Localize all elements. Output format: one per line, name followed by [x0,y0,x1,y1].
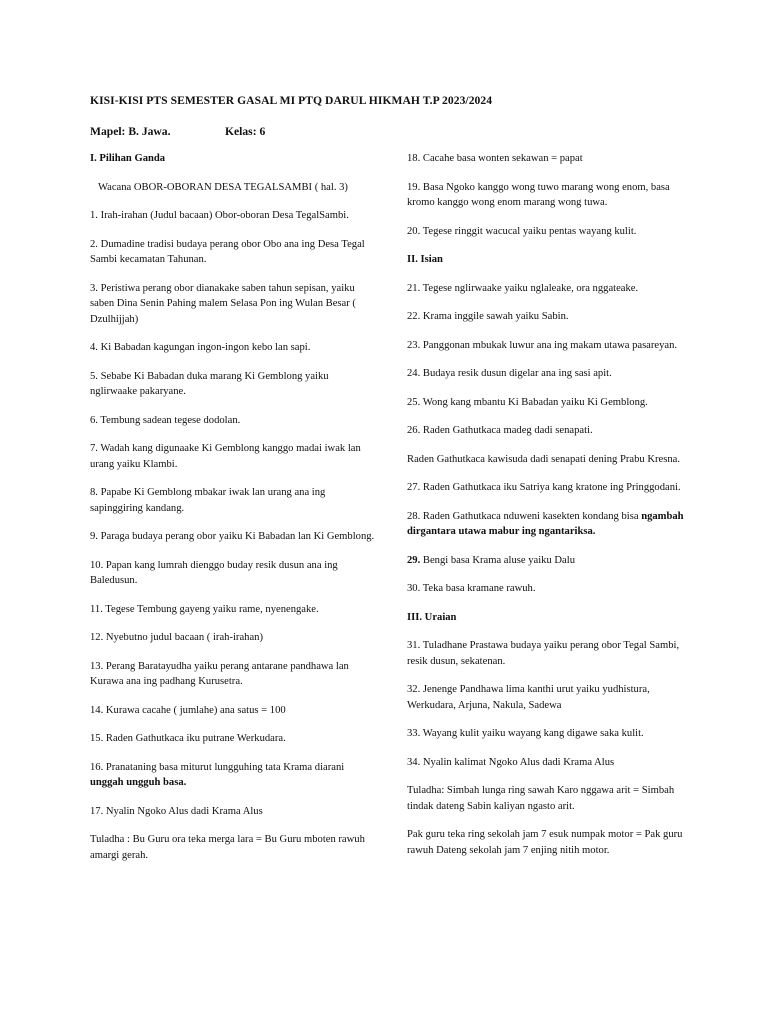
question-29-number: 29. [407,554,421,566]
right-column [407,151,697,871]
subject-line [90,124,266,140]
question-item: 26. Raden Gathutkaca madeg dadi senapati. [407,425,593,436]
question-item: 23. Panggonan mbukak luwur ana ing makam utawa pasareyan. [407,339,678,351]
question-item: 27. Raden Gathutkaca iku Satriya kang kratone ing Pringgodani. [407,482,681,493]
question-item: Raden Gathutkaca kawisuda dadi senapati dening Prabu Kresna. [407,453,680,465]
question-16-bold: unggah ungguh basa. [90,777,187,788]
question-28-bold: ngambah dirgantara utawa mabur ing ngantariksa. [407,510,684,537]
question-item: 25. Wong kang mbantu Ki Babadan yaiku Ki Gemblong. [407,396,648,408]
question-item: 32. Jenenge Pandhawa lima kanthi urut yaiku yudhistura, Werkudara, Arjuna, Nakula, Sadewa [407,684,650,711]
question-item: 8. Papabe Ki Gemblong mbakar iwak lan urang ana ing sapinggiring kandang. [90,487,326,514]
question-item: 31. Tuladhane Prastawa budaya yaiku perang obor Tegal Sambi, resik dusun, sekatenan. [407,640,680,667]
question-item: 5. Sebabe Ki Babadan duka marang Ki Gemblong yaiku nglirwaake pakaryane. [90,370,329,397]
question-item: 4. Ki Babadan kagungan ingon-ingon kebo lan sapi. [90,342,311,353]
example-34a: Tuladha: Simbah lunga ring sawah Karo nggawa arit = Simbah tindak dateng Sabin kaliyan ngasto arit. [407,785,675,812]
section-heading-pilihan-ganda: I. Pilihan Ganda [90,153,166,164]
question-list-left [90,208,375,863]
question-item: 15. Raden Gathutkaca iku putrane Werkudara. [90,733,286,744]
question-item: 9. Paraga budaya perang obor yaiku Ki Babadan lan Ki Gemblong. [90,531,375,542]
question-item: 14. Kurawa cacahe ( jumlahe) ana satus = 100 [90,704,286,716]
class-label: Kelas: 6 [225,125,266,138]
example-34b: Pak guru teka ring sekolah jam 7 esuk numpak motor = Pak guru rawuh Dateng sekolah jam 7 enjing nitih motor. [407,829,683,856]
question-item: 33. Wayang kulit yaiku wayang kang digawe saka kulit. [407,728,644,739]
question-item: 24. Budaya resik dusun digelar ana ing sasi apit. [407,368,612,379]
left-column [90,151,375,876]
question-item: 13. Perang Baratayudha yaiku perang antarane pandhawa lan Kurawa ana ing padhang Kurusetra. [90,660,349,687]
question-item: 10. Papan kang lumrah dienggo buday resik dusun ana ing Baledusun. [90,559,338,586]
reading-intro: Wacana OBOR-OBORAN DESA TEGALSAMBI ( hal. 3) [98,181,348,193]
question-item: 6. Tembung sadean tegese dodolan. [90,414,241,426]
question-item: 1. Irah-irahan (Judul bacaan) Obor-oboran Desa TegalSambi. [90,210,349,221]
question-item: 22. Krama inggile sawah yaiku Sabin. [407,311,569,322]
question-item: 7. Wadah kang digunaake Ki Gemblong kanggo madai iwak lan urang yaiku Klambi. [90,443,361,470]
question-item-16 [90,760,375,791]
question-item: 19. Basa Ngoko kanggo wong tuwo marang wong enom, basa kromo kanggo wong enom marang wong tuwa. [407,181,670,208]
question-item-17: 17. Nyalin Ngoko Alus dadi Krama Alus [90,805,263,817]
document-title: KISI-KISI PTS SEMESTER GASAL MI PTQ DARUL HIKMAH T.P 2023/2024 [90,94,493,107]
question-29-text: Bengi basa Krama aluse yaiku Dalu [420,554,575,566]
question-item: 11. Tegese Tembung gayeng yaiku rame, nyenengake. [90,603,319,615]
question-item-28 [407,509,697,540]
section-heading-isian: II. Isian [407,254,443,265]
question-item: 20. Tegese ringgit wacucal yaiku pentas wayang kulit. [407,225,637,237]
section-heading-uraian: III. Uraian [407,611,457,623]
question-item: 34. Nyalin kalimat Ngoko Alus dadi Krama Alus [407,756,615,768]
question-16-text: 16. Pranataning basa miturut lungguhing tata Krama diarani [90,761,345,773]
question-item: 21. Tegese nglirwaake yaiku nglaleake, ora nggateake. [407,282,639,294]
question-item: 12. Nyebutno judul bacaan ( irah-irahan) [90,632,263,643]
question-item: 2. Dumadine tradisi budaya perang obor Obo ana ing Desa Tegal Sambi kecamatan Tahunan. [90,238,365,265]
question-item: 3. Peristiwa perang obor dianakake saben tahun sepisan, yaiku saben Dina Senin Pahing malem Selasa Pon ing Wulan Besar ( Dzulhijjah) [90,282,356,325]
question-item: 18. Cacahe basa wonten sekawan = papat [407,153,583,164]
question-item-30: 30. Teka basa kramane rawuh. [407,583,536,594]
example-17: Tuladha : Bu Guru ora teka merga lara = Bu Guru mboten rawuh amargi gerah. [90,834,365,861]
question-item-29 [407,553,697,569]
question-28-text: 28. Raden Gathutkaca nduweni kasekten kondang bisa [407,510,642,522]
subject-label: Mapel: B. Jawa. [90,125,171,138]
